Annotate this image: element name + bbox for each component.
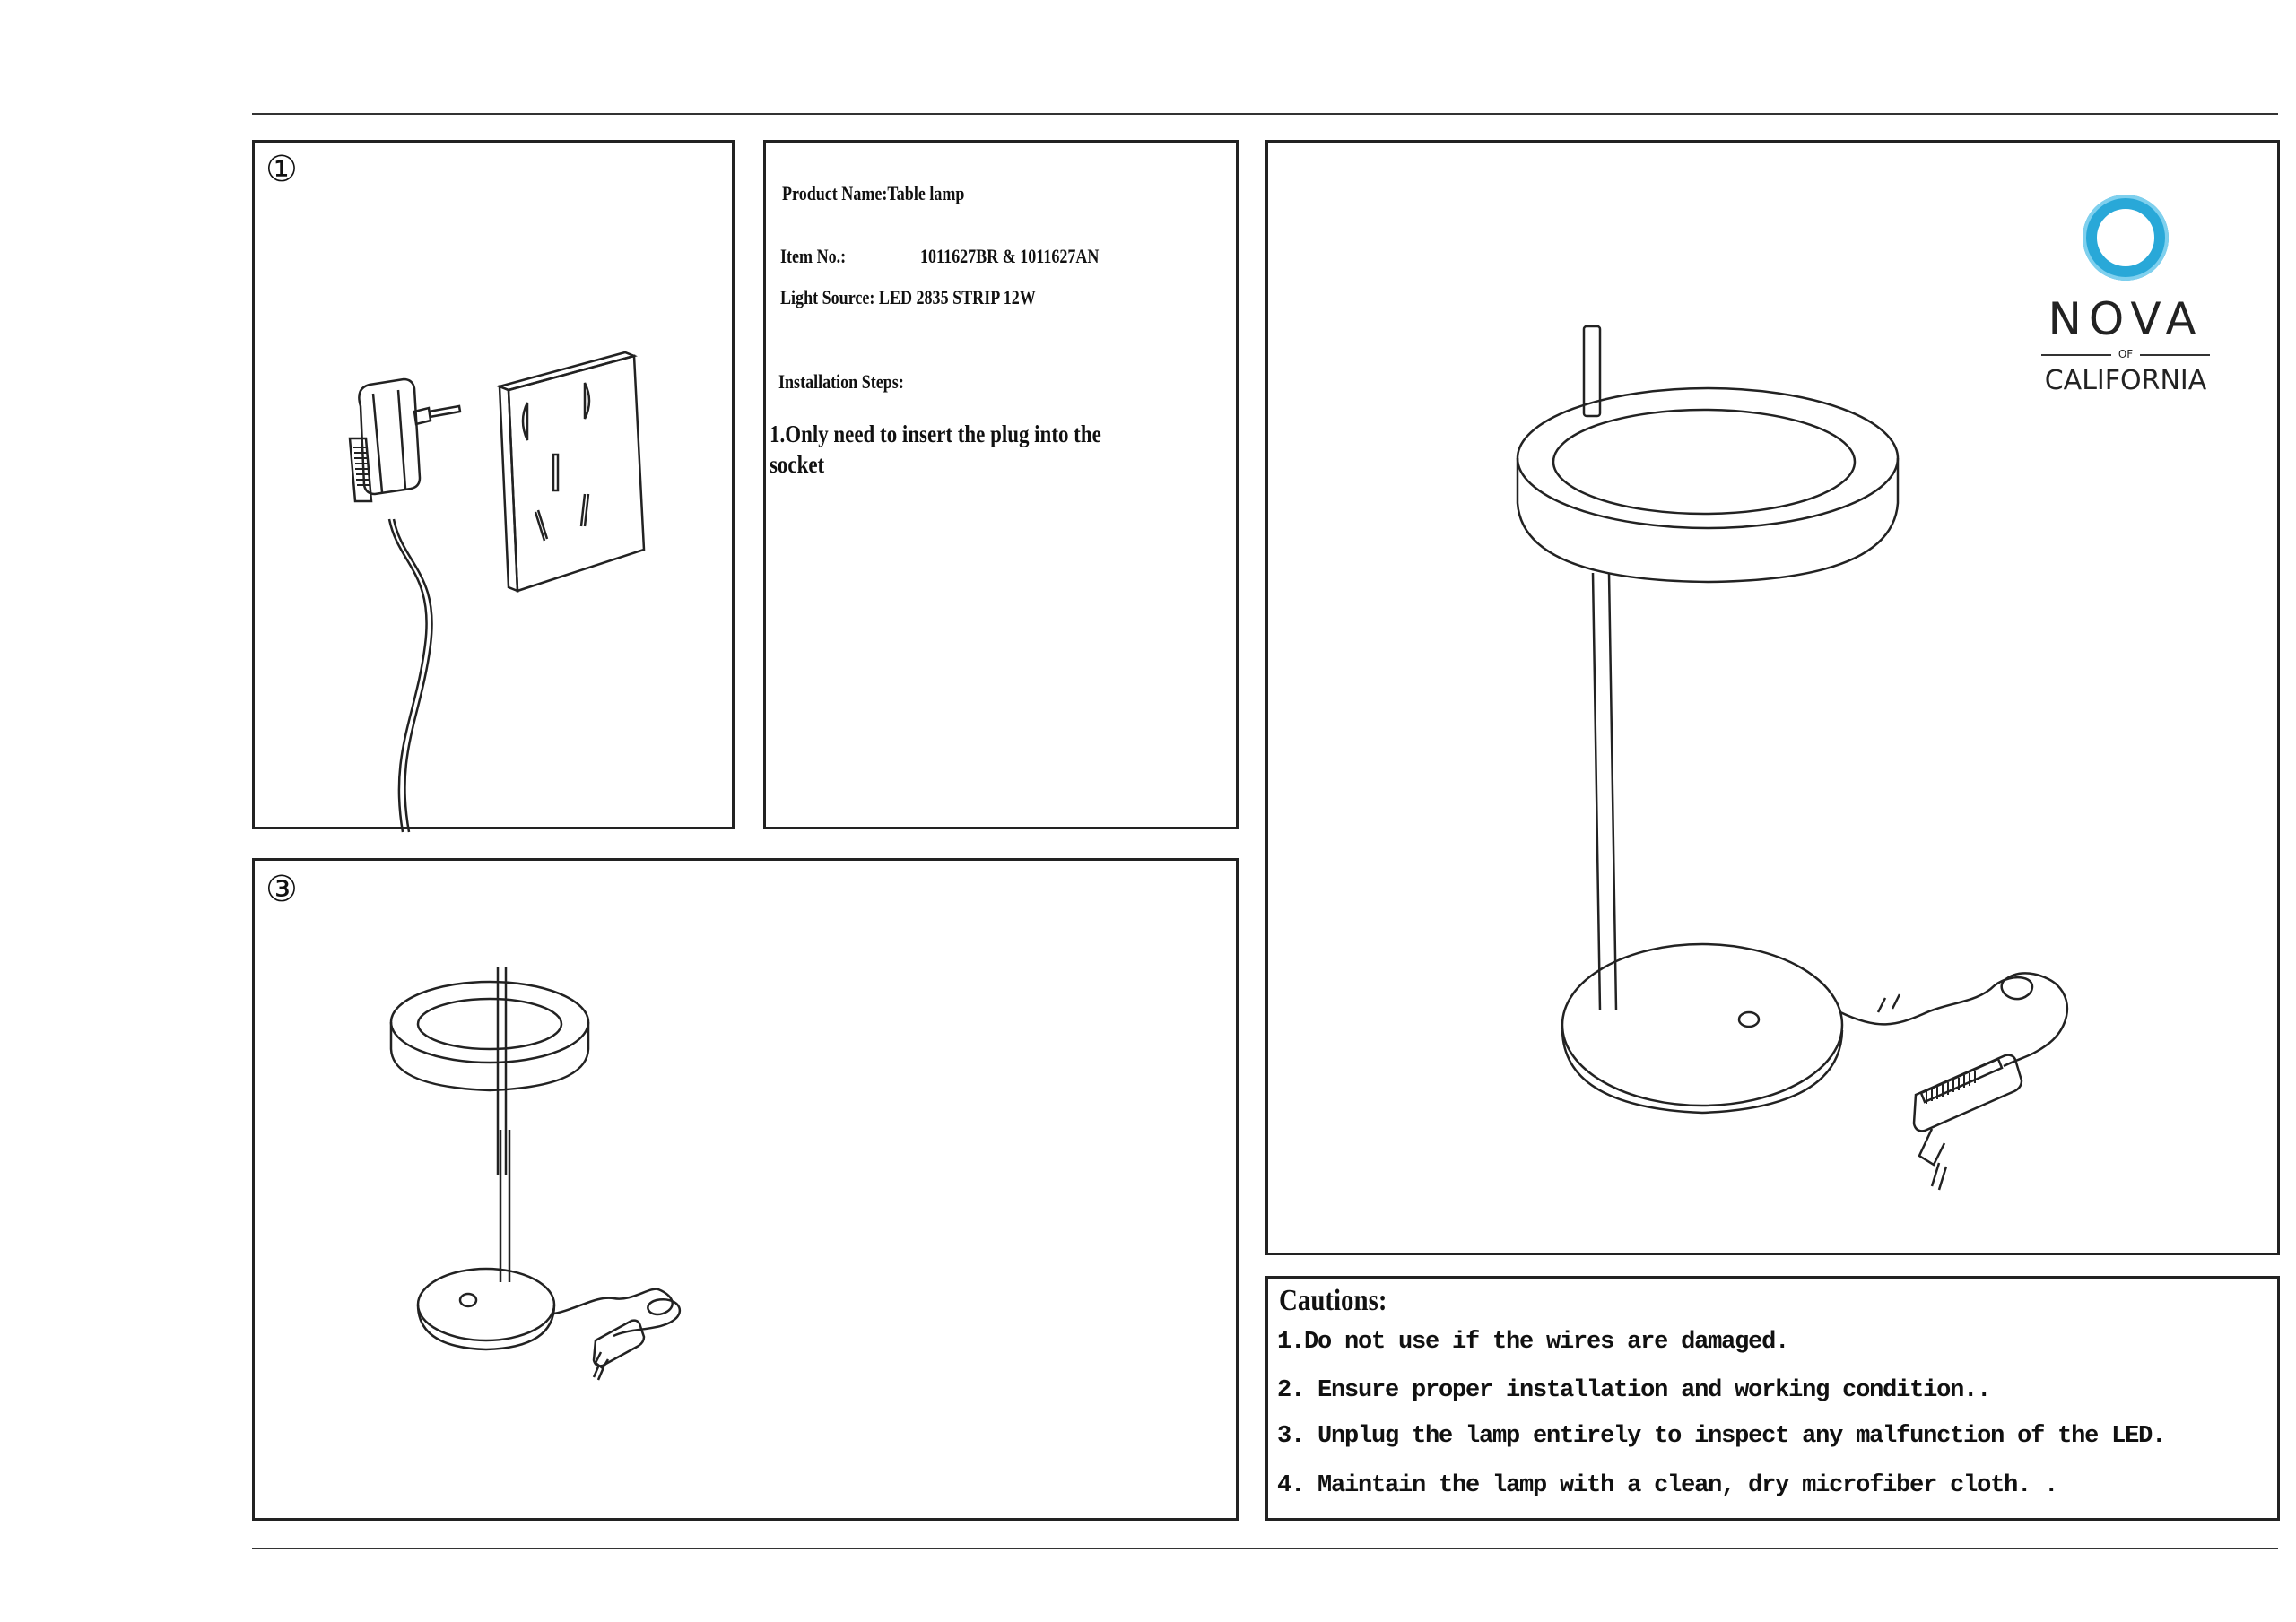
bottom-rule [252, 1548, 2278, 1549]
installation-step-line2: socket [770, 451, 825, 478]
item-number-value: 1011627BR & 1011627AN [920, 245, 1100, 267]
light-source: Light Source: LED 2835 STRIP 12W [780, 286, 1036, 308]
caution-item-4: 4. Maintain the lamp with a clean, dry microfiber cloth. . [1277, 1472, 2058, 1499]
top-rule [252, 113, 2278, 115]
step3-panel [252, 858, 1239, 1521]
cautions-heading: Cautions: [1279, 1284, 1387, 1317]
caution-item-3: 3. Unplug the lamp entirely to inspect any malfunction of the LED. [1277, 1423, 2166, 1450]
step1-number: ① [265, 149, 298, 190]
large-lamp-illustration [1268, 143, 2283, 1258]
small-lamp-illustration [255, 861, 1241, 1523]
logo-brand-text: NOVA [2048, 293, 2204, 345]
step3-number: ③ [265, 869, 298, 910]
cautions-panel [1265, 1276, 2280, 1521]
logo-of-text: OF [2118, 348, 2134, 360]
installation-heading: Installation Steps: [778, 370, 904, 393]
info-panel [763, 140, 1239, 829]
main-illustration-panel [1265, 140, 2280, 1255]
item-number-label: Item No.: [780, 245, 847, 267]
logo-sub-text: CALIFORNIA [2044, 365, 2207, 396]
product-name: Product Name:Table lamp [782, 182, 965, 204]
installation-step-line1: 1.Only need to insert the plug into the [770, 421, 1101, 447]
caution-item-1: 1.Do not use if the wires are damaged. [1277, 1329, 1789, 1356]
step1-panel [252, 140, 735, 829]
plug-socket-illustration [255, 143, 737, 832]
caution-item-2: 2. Ensure proper installation and working condition.. [1277, 1377, 1991, 1404]
